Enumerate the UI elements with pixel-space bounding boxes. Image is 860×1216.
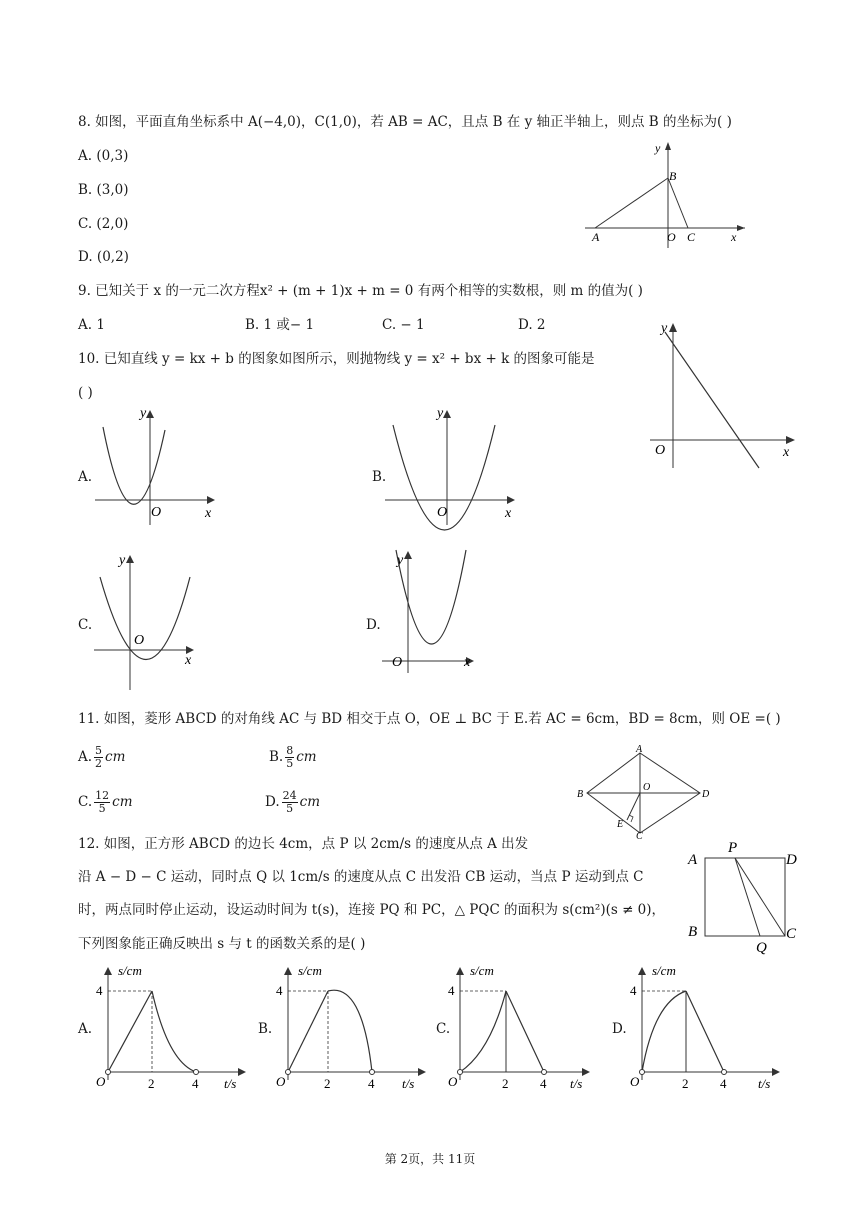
q12b-label-4t: 4 (368, 1076, 375, 1091)
q12b-label-s: s/cm (298, 963, 322, 978)
q10d-label-y: y (397, 553, 404, 568)
q12d-label-s: s/cm (652, 963, 676, 978)
q10b-label-o: O (437, 505, 448, 520)
q12d-label-2: 2 (682, 1076, 689, 1091)
q11-label-o: O (643, 782, 651, 793)
q11-label-b: B (577, 789, 584, 800)
q12-graph-d (630, 962, 790, 1092)
q8-option-c: C. (2,0) (78, 216, 129, 232)
q10-option-b: B. (372, 469, 387, 485)
q12a-label-4: 4 (96, 983, 103, 998)
q11-rhombus-figure (575, 745, 715, 840)
q10-graph-c (92, 552, 202, 692)
q12b-label-t: t/s (402, 1076, 415, 1091)
q10c-label-y: y (119, 553, 126, 568)
q12a-label-4t: 4 (192, 1076, 199, 1091)
q12c-label-4: 4 (448, 983, 455, 998)
q10d-label-x: x (464, 655, 471, 670)
q12-graph-a (96, 962, 256, 1092)
q12-option-c: C. (436, 1021, 451, 1037)
q8-label-y: y (655, 141, 661, 155)
q10-label-y: y (661, 321, 668, 336)
q11-stem: 11. 如图，菱形 ABCD 的对角线 AC 与 BD 相交于点 O，OE ⊥ BC 于 E.若 AC = 6cm，BD = 8cm，则 OE =( ) (78, 711, 781, 727)
q12a-label-2: 2 (148, 1076, 155, 1091)
q12-graph-c (450, 962, 600, 1092)
q12c-label-s: s/cm (470, 963, 494, 978)
q9-option-b: B. 1 或− 1 (245, 317, 315, 333)
q10d-label-o: O (392, 655, 403, 670)
q12-line3: 时，两点同时停止运动，设运动时间为 t(s)，连接 PQ 和 PC，△ PQC 的面积为 s(cm²)(s ≠ 0)， (78, 902, 666, 918)
q10a-label-x: x (205, 506, 212, 521)
q8-label-o: O (667, 230, 676, 244)
q10-label-x: x (783, 445, 790, 460)
q12-label-c: C (786, 926, 797, 942)
q8-label-a: A (592, 230, 600, 244)
q12a-label-t: t/s (224, 1076, 237, 1091)
q12-graph-b (276, 962, 436, 1092)
q8-option-a: A. (0,3) (78, 148, 129, 164)
q10-graph-a (95, 405, 220, 525)
q12-line4: 下列图象能正确反映出 s 与 t 的函数关系的是( ) (78, 936, 366, 952)
q10c-label-x: x (185, 653, 192, 668)
q10-stem-line1: 10. 已知直线 y = kx + b 的图象如图所示，则抛物线 y = x² + bx + k 的图象可能是 (78, 351, 595, 367)
q11-option-a: A. $\frac{5}{2}$ cm (78, 744, 126, 770)
q12-option-d: D. (612, 1021, 627, 1037)
q8-option-d: D. (0,2) (78, 249, 129, 265)
q12-line2: 沿 A − D − C 运动，同时点 Q 以 1cm/s 的速度从点 C 出发沿 CB 运动，当点 P 运动到点 C (78, 869, 644, 885)
q8-stem: 8. 如图，平面直角坐标系中 A(−4,0)，C(1,0)，若 AB = AC，且点 B 在 y 轴正半轴上，则点 B 的坐标为( ) (78, 114, 732, 130)
q11-option-d: D. $\frac{24}{5}$ cm (265, 789, 321, 815)
q12c-label-t: t/s (570, 1076, 583, 1091)
q8-label-x: x (731, 230, 737, 244)
q11-label-a: A (636, 744, 643, 755)
q12-label-q: Q (756, 940, 767, 956)
q10b-label-y: y (437, 406, 444, 421)
q12d-label-t: t/s (758, 1076, 771, 1091)
q10c-label-o: O (134, 633, 145, 648)
q12b-label-4: 4 (276, 983, 283, 998)
q10-graph-d (382, 548, 482, 673)
q12-label-b: B (688, 924, 698, 940)
q10-label-o: O (655, 443, 666, 458)
q10a-label-o: O (151, 505, 162, 520)
q12-square-figure (680, 838, 805, 956)
q8-label-b: B (669, 169, 677, 183)
q9-stem: 9. 已知关于 x 的一元二次方程x² + (m + 1)x + m = 0 有两个相等的实数根，则 m 的值为( ) (78, 283, 643, 299)
q12-label-p: P (728, 840, 738, 856)
q11-label-d: D (702, 789, 710, 800)
q11-label-e: E (617, 819, 624, 830)
q12d-label-4t: 4 (720, 1076, 727, 1091)
q12b-label-2: 2 (324, 1076, 331, 1091)
q10-graph-b (385, 405, 520, 525)
q10-line-figure (645, 320, 800, 470)
q12d-label-o: O (630, 1074, 640, 1089)
q12b-label-o: O (276, 1074, 286, 1089)
q12-option-a: A. (78, 1021, 93, 1037)
q9-option-a: A. 1 (78, 317, 105, 333)
q12-label-d: D (786, 852, 797, 868)
q11-option-b: B. $\frac{8}{5}$ cm (269, 744, 317, 770)
q10-option-c: C. (78, 617, 93, 633)
q8-figure (585, 138, 755, 248)
q10-option-a: A. (78, 469, 93, 485)
q12-line1: 12. 如图，正方形 ABCD 的边长 4cm，点 P 以 2cm/s 的速度从点 A 出发 (78, 836, 529, 852)
q10-stem-line2: ( ) (78, 385, 93, 401)
q11-option-c: C. $\frac{12}{5}$ cm (78, 789, 133, 815)
q9-option-c: C. − 1 (382, 317, 425, 333)
q10-option-d: D. (366, 617, 381, 633)
q8-option-b: B. (3,0) (78, 182, 129, 198)
q12c-label-4t: 4 (540, 1076, 547, 1091)
q12-option-b: B. (258, 1021, 273, 1037)
q10a-label-y: y (140, 406, 147, 421)
q12c-label-2: 2 (502, 1076, 509, 1091)
q8-label-c: C (687, 230, 696, 244)
q12a-label-s: s/cm (118, 963, 142, 978)
q9-option-d: D. 2 (518, 317, 546, 333)
q10b-label-x: x (505, 506, 512, 521)
q12-label-a: A (688, 852, 698, 868)
q11-label-c: C (636, 831, 643, 842)
q12a-label-o: O (96, 1074, 106, 1089)
q12d-label-4: 4 (630, 983, 637, 998)
page-footer: 第 2页，共 11页 (384, 1152, 476, 1166)
q12c-label-o: O (448, 1074, 458, 1089)
